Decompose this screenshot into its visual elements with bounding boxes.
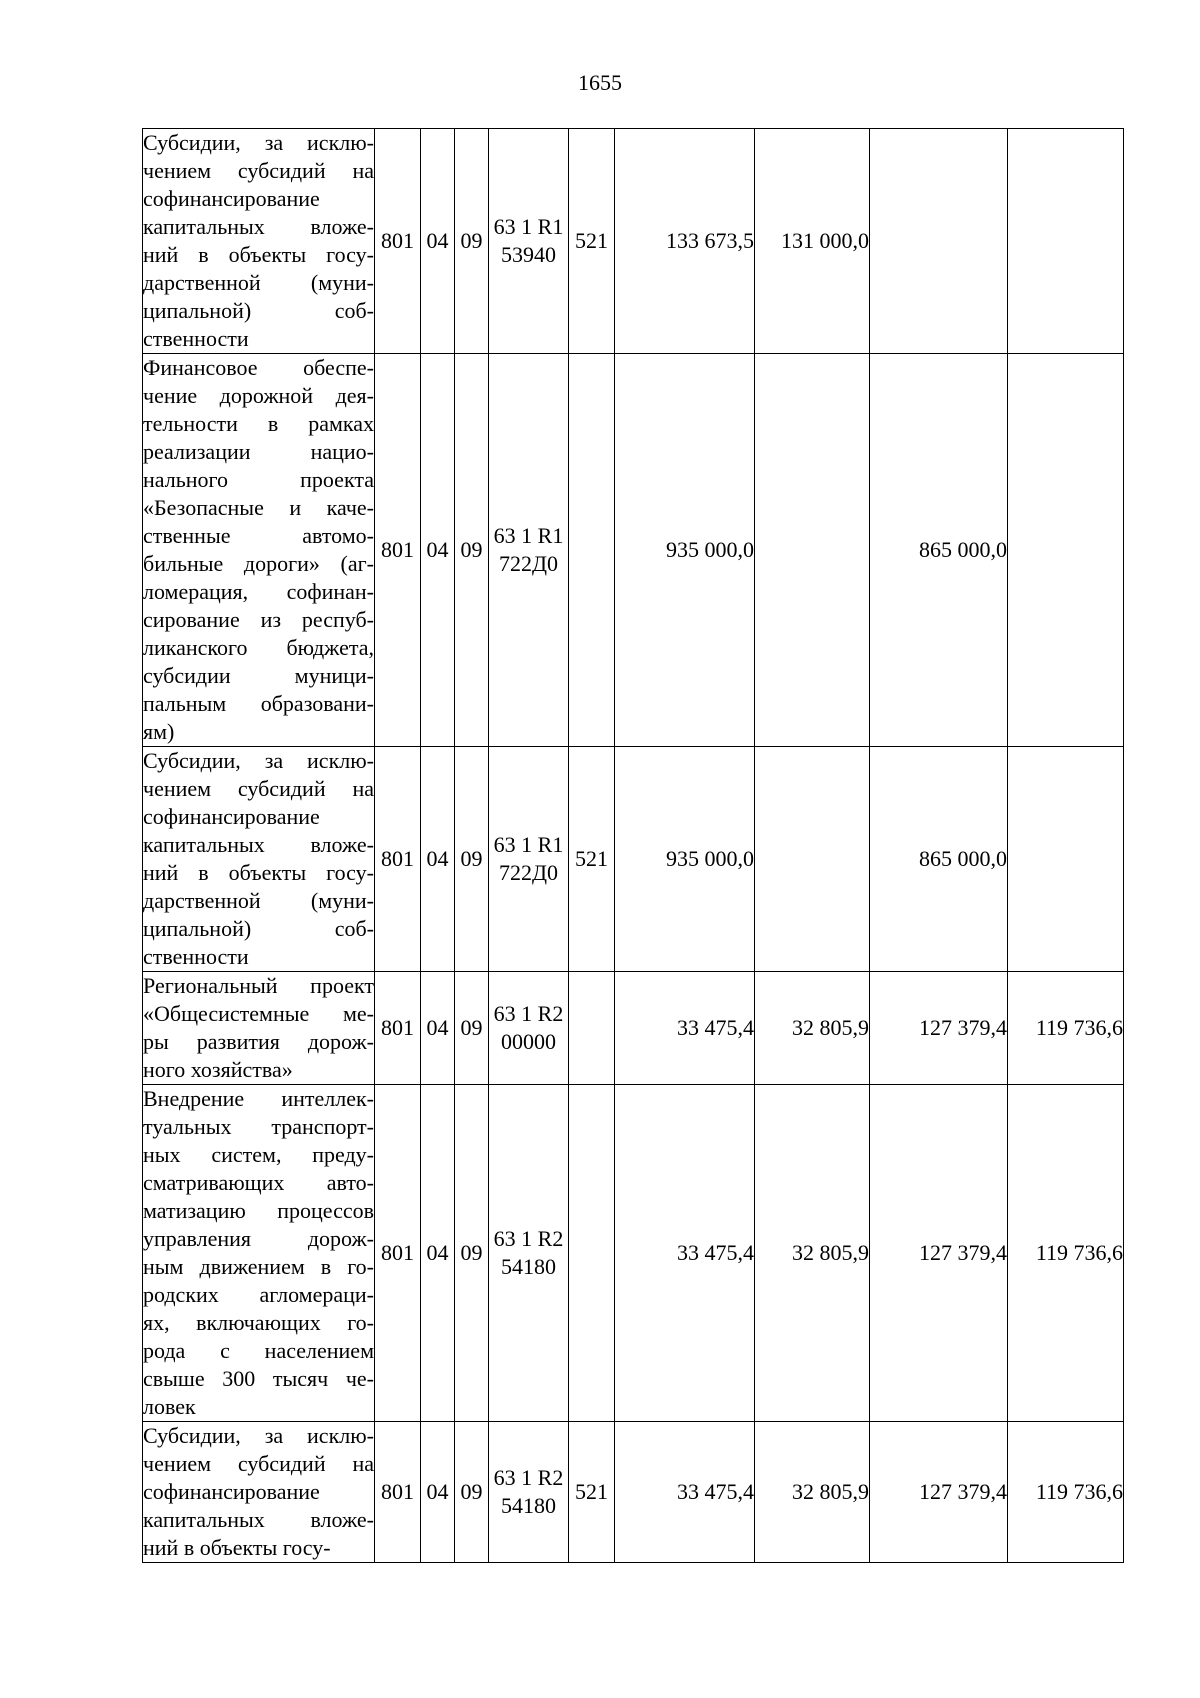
description-line: ного хозяйства» xyxy=(143,1057,293,1082)
subsection-cell: 09 xyxy=(455,972,489,1085)
grbs-cell: 801 xyxy=(375,129,421,354)
row-description xyxy=(143,1422,375,1563)
amount-cell-1: 133 673,5 xyxy=(615,129,755,354)
target-article-part: 63 1 R1 xyxy=(493,832,564,857)
amount-cell-2 xyxy=(755,354,870,747)
description-line: родских агломераци- xyxy=(143,1282,374,1307)
target-article-part: 63 1 R2 xyxy=(493,1465,564,1490)
description-line: ственности xyxy=(143,326,249,351)
amount-cell-2: 32 805,9 xyxy=(755,1085,870,1422)
section-cell: 04 xyxy=(421,1085,455,1422)
description-line: ломерация, софинан- xyxy=(143,579,374,604)
description-line: софинансирование xyxy=(143,1479,320,1504)
description-line: ям) xyxy=(143,719,175,744)
amount-cell-1: 33 475,4 xyxy=(615,972,755,1085)
description-line: ях, включающих го- xyxy=(143,1310,374,1335)
amount-cell-1: 33 475,4 xyxy=(615,1422,755,1563)
subsection-cell: 09 xyxy=(455,1085,489,1422)
target-article-cell xyxy=(489,1085,569,1422)
amount-cell-2 xyxy=(755,747,870,972)
table-row xyxy=(143,354,1124,747)
description-line: дарственной (муни- xyxy=(143,888,374,913)
target-article-part: 63 1 R2 xyxy=(493,1001,564,1026)
description-line: Внедрение интеллек- xyxy=(143,1086,374,1111)
expense-type-cell: 521 xyxy=(569,1422,615,1563)
description-line: субсидии муници- xyxy=(143,663,374,688)
description-line: Субсидии, за исклю- xyxy=(143,1423,374,1448)
page-number: 1655 xyxy=(578,70,622,95)
section-cell: 04 xyxy=(421,1422,455,1563)
description-line: управления дорож- xyxy=(143,1226,374,1251)
amount-cell-4 xyxy=(1008,129,1124,354)
description-line: сматривающих авто- xyxy=(143,1170,374,1195)
target-article-cell xyxy=(489,354,569,747)
expense-type-cell xyxy=(569,972,615,1085)
row-description xyxy=(143,129,375,354)
description-line: ципальной) соб- xyxy=(143,298,374,323)
description-line: матизацию процессов xyxy=(143,1198,374,1223)
target-article-part: 722Д0 xyxy=(498,860,558,885)
row-description xyxy=(143,1085,375,1422)
description-line: «Безопасные и каче- xyxy=(143,495,374,520)
amount-cell-3: 127 379,4 xyxy=(870,1085,1008,1422)
description-line: тельности в рамках xyxy=(143,411,374,436)
amount-cell-4: 119 736,6 xyxy=(1008,1422,1124,1563)
subsection-cell: 09 xyxy=(455,1422,489,1563)
expense-type-cell xyxy=(569,1085,615,1422)
description-line: капитальных вложе- xyxy=(143,214,374,239)
row-description xyxy=(143,747,375,972)
target-article-part: 63 1 R1 xyxy=(493,523,564,548)
section-cell: 04 xyxy=(421,747,455,972)
amount-cell-1: 935 000,0 xyxy=(615,354,755,747)
description-line: чением субсидий на xyxy=(143,158,374,183)
table-row xyxy=(143,747,1124,972)
description-line: свыше 300 тысяч че- xyxy=(143,1366,374,1391)
amount-cell-4: 119 736,6 xyxy=(1008,1085,1124,1422)
description-line: бильные дороги» (аг- xyxy=(143,551,374,576)
section-cell: 04 xyxy=(421,354,455,747)
row-description xyxy=(143,354,375,747)
description-line: сирование из респуб- xyxy=(143,607,374,632)
description-line: капитальных вложе- xyxy=(143,1507,374,1532)
amount-cell-3: 127 379,4 xyxy=(870,1422,1008,1563)
target-article-part: 63 1 R1 xyxy=(493,214,564,239)
amount-cell-4 xyxy=(1008,747,1124,972)
expense-type-cell: 521 xyxy=(569,747,615,972)
section-cell: 04 xyxy=(421,129,455,354)
amount-cell-3 xyxy=(870,129,1008,354)
row-description xyxy=(143,972,375,1085)
description-line: Субсидии, за исклю- xyxy=(143,748,374,773)
target-article-part: 54180 xyxy=(501,1493,556,1518)
description-line: чение дорожной дея- xyxy=(143,383,374,408)
target-article-part: 722Д0 xyxy=(498,551,558,576)
description-line: чением субсидий на xyxy=(143,776,374,801)
target-article-part: 54180 xyxy=(501,1254,556,1279)
description-line: ний в объекты госу- xyxy=(143,242,374,267)
target-article-cell xyxy=(489,972,569,1085)
expense-type-cell: 521 xyxy=(569,129,615,354)
description-line: пальным образовани- xyxy=(143,691,374,716)
description-line: ных систем, преду- xyxy=(143,1142,374,1167)
description-line: реализации нацио- xyxy=(143,439,374,464)
description-line: Субсидии, за исклю- xyxy=(143,130,374,155)
target-article-part: 00000 xyxy=(501,1029,556,1054)
grbs-cell: 801 xyxy=(375,1085,421,1422)
amount-cell-3: 865 000,0 xyxy=(870,747,1008,972)
table-row xyxy=(143,1085,1124,1422)
description-line: «Общесистемные ме- xyxy=(143,1001,374,1026)
description-line: ственности xyxy=(143,944,249,969)
description-line: ципальной) соб- xyxy=(143,916,374,941)
description-line: софинансирование xyxy=(143,804,320,829)
subsection-cell: 09 xyxy=(455,354,489,747)
description-line: ственные автомо- xyxy=(143,523,374,548)
description-line: капитальных вложе- xyxy=(143,832,374,857)
amount-cell-3: 865 000,0 xyxy=(870,354,1008,747)
budget-table xyxy=(142,128,1124,1563)
amount-cell-4 xyxy=(1008,354,1124,747)
grbs-cell: 801 xyxy=(375,972,421,1085)
description-line: софинансирование xyxy=(143,186,320,211)
amount-cell-2: 131 000,0 xyxy=(755,129,870,354)
table-row xyxy=(143,1422,1124,1563)
grbs-cell: 801 xyxy=(375,747,421,972)
description-line: Финансовое обеспе- xyxy=(143,355,374,380)
description-line: нального проекта xyxy=(143,467,374,492)
amount-cell-3: 127 379,4 xyxy=(870,972,1008,1085)
grbs-cell: 801 xyxy=(375,354,421,747)
description-line: ры развития дорож- xyxy=(143,1029,374,1054)
grbs-cell: 801 xyxy=(375,1422,421,1563)
amount-cell-4: 119 736,6 xyxy=(1008,972,1124,1085)
target-article-part: 63 1 R2 xyxy=(493,1226,564,1251)
description-line: Региональный проект xyxy=(143,973,374,998)
subsection-cell: 09 xyxy=(455,129,489,354)
description-line: ний в объекты госу- xyxy=(143,1535,331,1560)
description-line: ний в объекты госу- xyxy=(143,860,374,885)
target-article-cell xyxy=(489,1422,569,1563)
amount-cell-1: 33 475,4 xyxy=(615,1085,755,1422)
target-article-cell xyxy=(489,747,569,972)
target-article-part: 53940 xyxy=(501,242,556,267)
description-line: дарственной (муни- xyxy=(143,270,374,295)
description-line: чением субсидий на xyxy=(143,1451,374,1476)
amount-cell-2: 32 805,9 xyxy=(755,972,870,1085)
description-line: ным движением в го- xyxy=(143,1254,374,1279)
amount-cell-2: 32 805,9 xyxy=(755,1422,870,1563)
target-article-cell xyxy=(489,129,569,354)
amount-cell-1: 935 000,0 xyxy=(615,747,755,972)
table-row xyxy=(143,972,1124,1085)
description-line: туальных транспорт- xyxy=(143,1114,374,1139)
section-cell: 04 xyxy=(421,972,455,1085)
expense-type-cell xyxy=(569,354,615,747)
description-line: ловек xyxy=(143,1394,196,1419)
table-row xyxy=(143,129,1124,354)
description-line: ликанского бюджета, xyxy=(143,635,374,660)
subsection-cell: 09 xyxy=(455,747,489,972)
description-line: рода с населением xyxy=(143,1338,374,1363)
